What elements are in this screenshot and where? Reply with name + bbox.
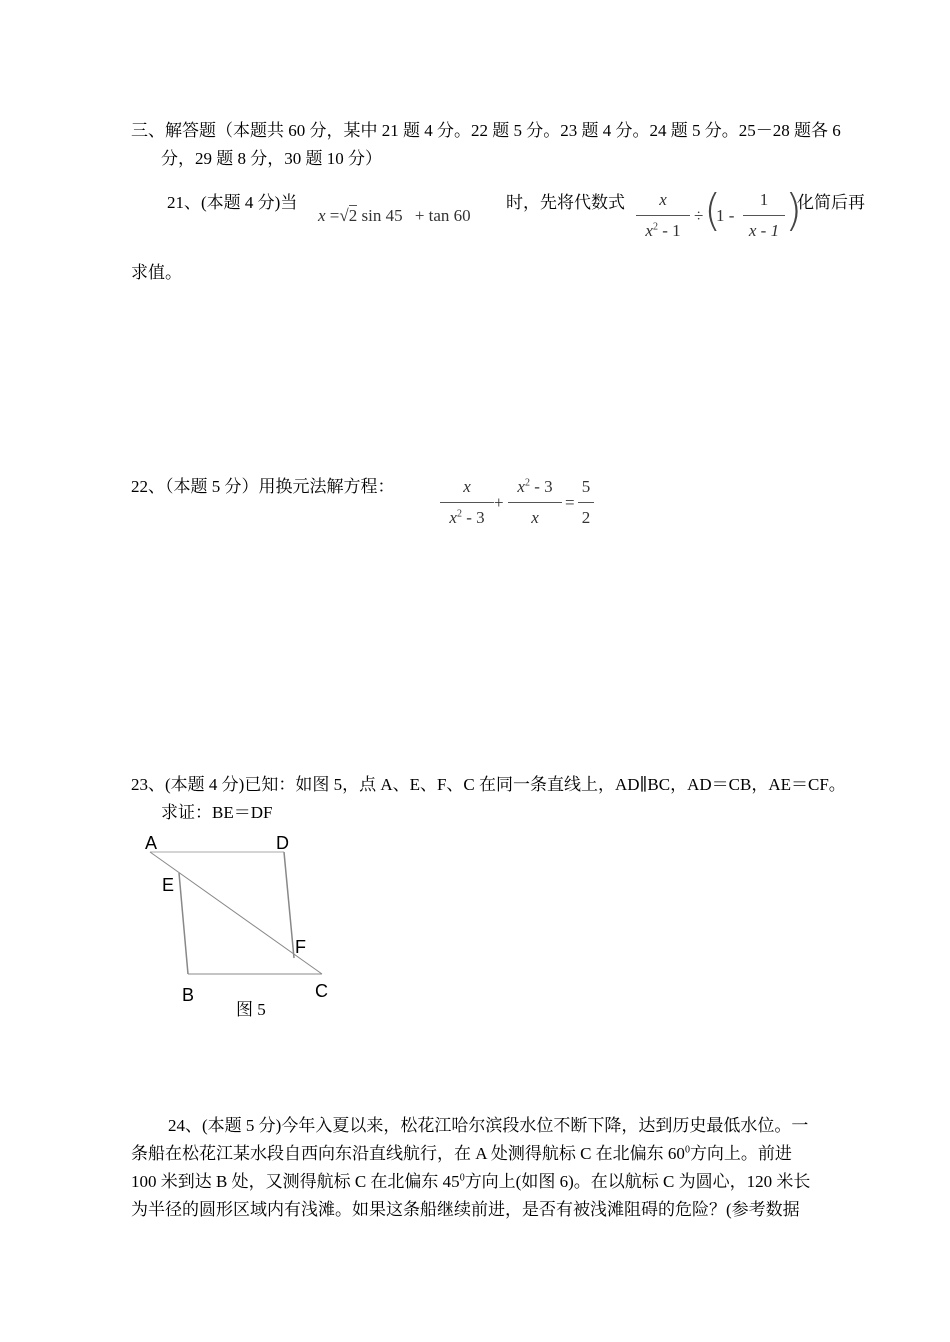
label-B: B: [182, 985, 195, 1005]
var-x: x: [318, 206, 326, 225]
right-paren: ): [785, 185, 803, 236]
one-minus: 1 -: [716, 206, 735, 225]
q22-frac1-numerator: x: [463, 477, 471, 496]
section-heading-line2: 分，29 题 8 分，30 题 10 分）: [161, 149, 382, 168]
section-heading-line1: 三、解答题（本题共 60 分，某中 21 题 4 分。22 题 5 分。23 题 4 分。24 题 5 分。25－28 题各 6: [131, 121, 841, 140]
segment-DF: [284, 852, 294, 958]
q21-frac1-numerator: x: [659, 190, 667, 209]
equals-sign: =: [565, 493, 575, 512]
label-C: C: [315, 981, 328, 1001]
division-sign: ÷: [694, 206, 704, 225]
q21-middle: 时，先将代数式: [506, 193, 625, 212]
q21-line2: 求值。: [131, 263, 182, 282]
q24-line2: 条船在松花江某水段自西向东沿直线航行，在 A 处测得航标 C 在北偏东 $60^0$方向上。前进: [131, 1144, 792, 1163]
equals-sign: =: [329, 206, 340, 225]
left-paren: (: [704, 185, 722, 236]
label-D: D: [276, 833, 289, 853]
q23-line2: 求证：BE＝DF: [161, 803, 273, 822]
q21-suffix: 化简后再: [797, 193, 865, 212]
sin-term: sin 45: [361, 206, 403, 225]
q22-frac2-denominator: x: [531, 508, 539, 527]
q22-frac1-denominator: $x^2 - 3$: [449, 508, 485, 527]
q22-prefix: 22、（本题 5 分）用换元法解方程：: [131, 477, 395, 496]
label-F: F: [295, 937, 306, 957]
q21-frac2-denominator: x - 1: [748, 221, 780, 240]
segment-EB: [179, 873, 188, 974]
sqrt-radicand: 2: [348, 206, 358, 225]
figure-caption: 图 5: [236, 1000, 266, 1019]
tan-term: + tan 60: [414, 206, 471, 225]
plus-sign: +: [494, 493, 504, 512]
q21-frac2-numerator: 1: [759, 190, 769, 209]
label-E: E: [162, 875, 175, 895]
q22-frac3-numerator: 5: [581, 477, 591, 496]
sqrt-symbol: √: [339, 206, 349, 225]
label-A: A: [145, 833, 158, 853]
q24-line3: 100 米到达 B 处，又测得航标 C 在北偏东 $45^0$方向上(如图 6)。在以航标 C 为圆心，120 米长: [131, 1172, 811, 1191]
q24-line1: 24、(本题 5 分)今年入夏以来，松花江哈尔滨段水位不断下降，达到历史最低水位。一: [168, 1116, 809, 1135]
q23-line1: 23、(本题 4 分)已知：如图 5，点 A、E、F、C 在同一条直线上，AD∥BC，AD＝CB，AE＝CF。: [131, 775, 846, 794]
q21-frac1-denominator: $x^2 - 1$: [645, 221, 681, 240]
q22-frac2-numerator: $x^2 - 3$: [517, 477, 553, 496]
q22-frac3-denominator: 2: [581, 508, 591, 527]
q21-prefix: 21、(本题 4 分)当: [167, 193, 298, 212]
q24-line4: 为半径的圆形区域内有浅滩。如果这条船继续前进，是否有被浅滩阻碍的危险？(参考数据: [131, 1200, 800, 1219]
